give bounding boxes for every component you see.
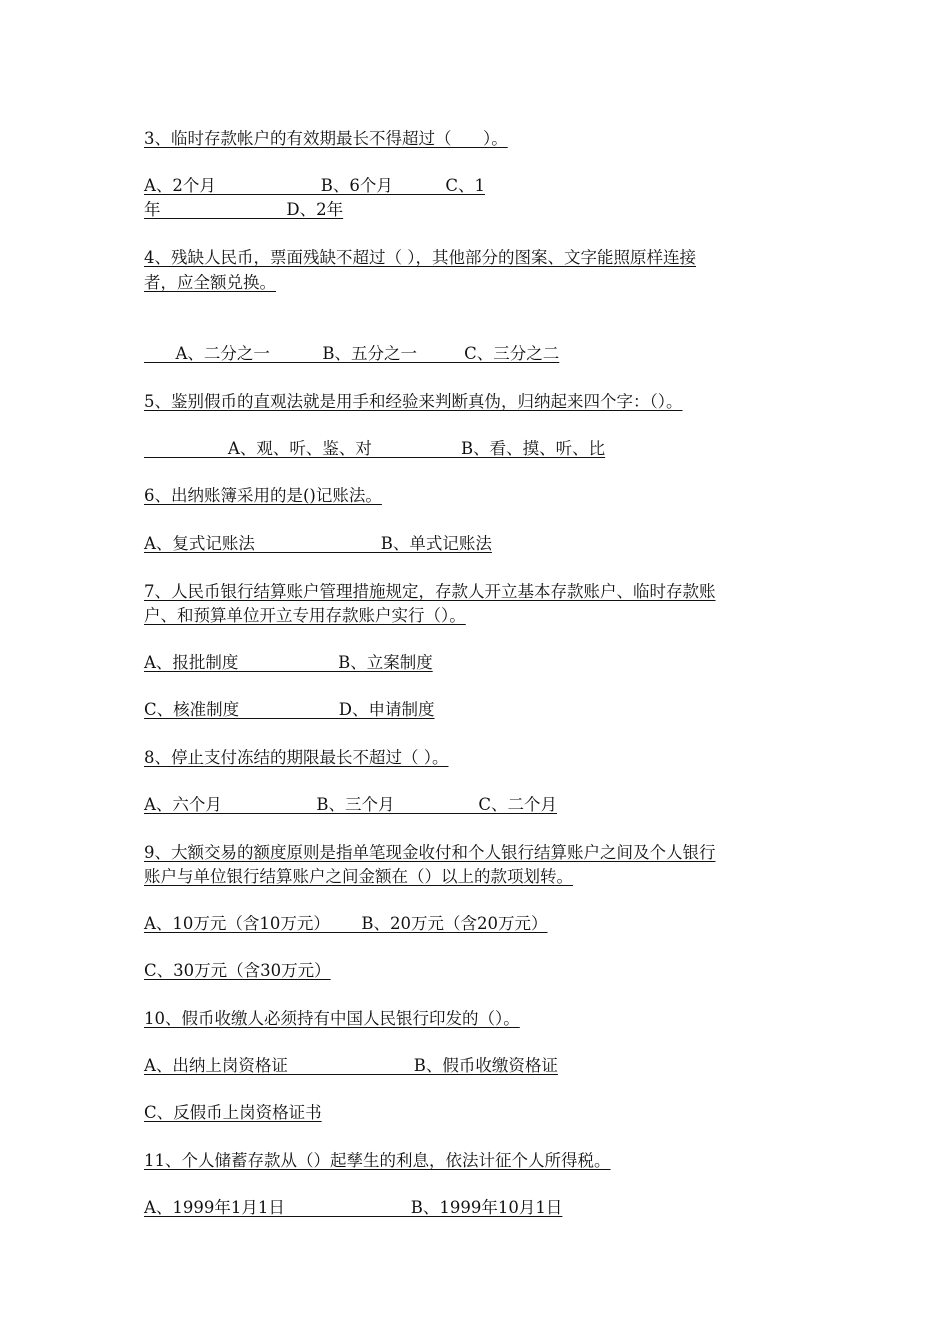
question-10-options-c [144,1101,322,1125]
text-line: 账户与单位银行结算账户之间金额在（）以上的款项划转。 [144,867,573,886]
text-line: A、二分之一 B、五分之一 C、三分之二 [144,344,560,363]
question-4 [144,246,696,270]
question-9-cont [144,865,573,889]
question-7-cont [144,604,466,628]
question-7 [144,580,716,604]
question-7-options-cd [144,698,435,722]
text-line: A、六个月 B、三个月 C、二个月 [144,795,557,814]
question-8 [144,746,449,770]
text-line: C、反假币上岗资格证书 [144,1103,322,1122]
question-4-options [144,342,559,366]
question-8-options [144,793,557,817]
text-line: A、2个月 B、6个月 C、1 [144,176,486,195]
text-line: C、核准制度 D、申请制度 [144,700,435,719]
question-9-options-c [144,959,331,983]
text-line: 3、临时存款帐户的有效期最长不得超过（ ）。 [144,129,508,148]
question-3 [144,127,508,151]
text-line: 6、出纳账簿采用的是()记账法。 [144,486,382,505]
question-9-options-ab [144,912,548,936]
text-line: 7、人民币银行结算账户管理措施规定，存款人开立基本存款账户、临时存款账 [144,582,716,601]
question-6 [144,484,382,508]
text-line: 户、和预算单位开立专用存款账户实行（）。 [144,606,466,625]
text-line: A、观、听、鉴、对 B、看、摸、听、比 [144,439,606,458]
question-6-options [144,532,492,556]
question-4-cont [144,271,276,295]
text-line: C、30万元（含30万元） [144,961,331,980]
question-10-options-ab [144,1054,558,1078]
question-3-options-cont [144,198,343,222]
text-line: 8、停止支付冻结的期限最长不超过（ ）。 [144,748,449,767]
text-line: A、10万元（含10万元） B、20万元（含20万元） [144,914,548,933]
text-line: A、复式记账法 B、单式记账法 [144,534,492,553]
question-9 [144,841,716,865]
text-line: 者，应全额兑换。 [144,273,276,292]
text-line: 9、大额交易的额度原则是指单笔现金收付和个人银行结算账户之间及个人银行 [144,843,716,862]
text-line: 5、鉴别假币的直观法就是用手和经验来判断真伪，归纳起来四个字：（）。 [144,392,683,411]
question-5 [144,390,683,414]
question-7-options-ab [144,651,433,675]
text-line: 年 D、2年 [144,200,344,219]
question-5-options [144,437,605,461]
question-10 [144,1007,520,1031]
text-line: A、出纳上岗资格证 B、假币收缴资格证 [144,1056,558,1075]
question-11 [144,1149,611,1173]
question-3-options [144,174,485,198]
text-line: 11、个人储蓄存款从（）起孳生的利息，依法计征个人所得税。 [144,1151,611,1170]
question-11-options [144,1196,562,1220]
text-line: 10、假币收缴人必须持有中国人民银行印发的（）。 [144,1009,520,1028]
text-line: 4、残缺人民币，票面残缺不超过（ ），其他部分的图案、文字能照原样连接 [144,248,696,267]
text-line: A、1999年1月1日 B、1999年10月1日 [144,1198,563,1217]
text-line: A、报批制度 B、立案制度 [144,653,433,672]
